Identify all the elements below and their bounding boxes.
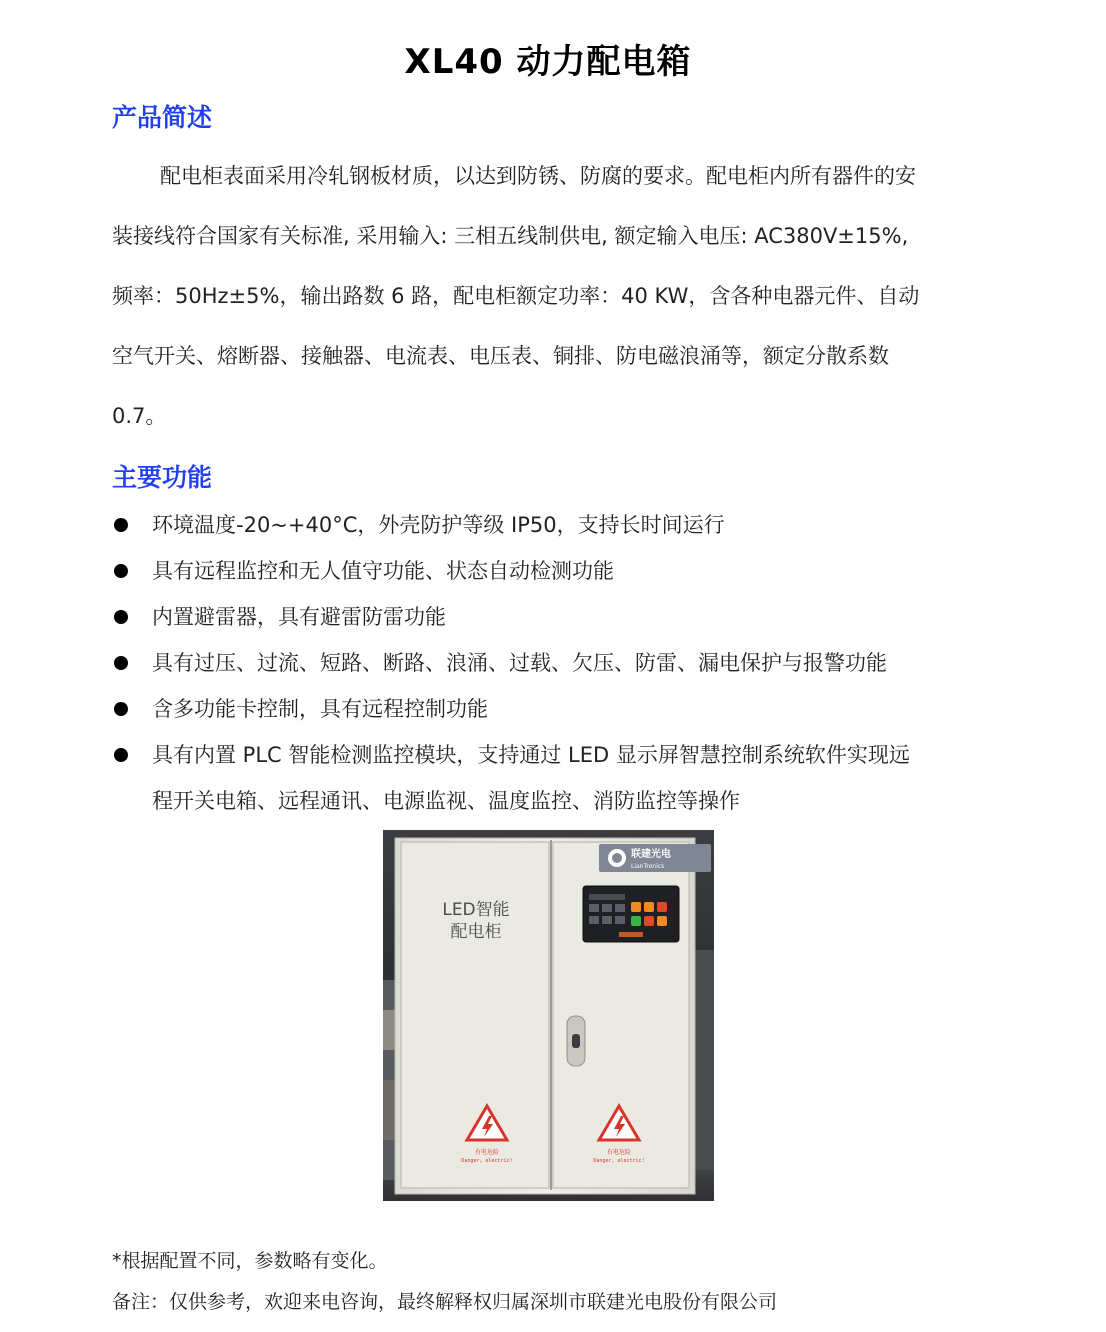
- feature-text: 具有远程监控和无人值守功能、状态自动检测功能: [152, 559, 614, 583]
- warning-text-right: 有电危险: [606, 1149, 632, 1156]
- bullet-icon: [114, 702, 128, 716]
- bullet-icon: [114, 656, 128, 670]
- intro-line: 装接线符合国家有关标准, 采用输入: 三相五线制供电, 额定输入电压: AC380V±15%,: [112, 224, 909, 248]
- footnote-config: *根据配置不同，参数略有变化。: [112, 1250, 388, 1272]
- bullet-icon: [114, 610, 128, 624]
- indicator-light-icon: [644, 902, 654, 912]
- intro-line: 空气开关、熔断器、接触器、电流表、电压表、铜排、防电磁浪涌等，额定分散系数: [112, 344, 889, 368]
- list-item: [112, 548, 992, 594]
- overview-paragraph: [112, 146, 986, 446]
- cabinet-label-line1: LED智能: [442, 900, 510, 920]
- brand-sub-text: LianTronics: [631, 863, 665, 870]
- list-item: [112, 502, 992, 548]
- list-item: [112, 686, 992, 732]
- indicator-light-icon: [657, 916, 667, 926]
- product-photo: [383, 830, 714, 1201]
- warning-sub-right: Danger, electric!: [593, 1158, 645, 1164]
- indicator-light-icon: [631, 902, 641, 912]
- brand-name-text: 联建光电: [631, 849, 671, 860]
- feature-text-continuation: 程开关电箱、远程通讯、电源监视、温度监控、消防监控等操作: [152, 789, 740, 813]
- indicator-light-icon: [644, 916, 654, 926]
- overview-heading: 产品简述: [112, 103, 213, 132]
- feature-text: 含多功能卡控制，具有远程控制功能: [152, 697, 488, 721]
- feature-text: 内置避雷器，具有避雷防雷功能: [152, 605, 446, 629]
- intro-line: 配电柜表面采用冷轧钢板材质，以达到防锈、防腐的要求。配电柜内所有器件的安: [160, 164, 916, 188]
- list-item: [112, 640, 992, 686]
- warning-sub-left: Danger, electric!: [461, 1158, 513, 1164]
- bullet-icon: [114, 564, 128, 578]
- feature-text: 具有内置 PLC 智能检测监控模块，支持通过 LED 显示屏智慧控制系统软件实现远: [152, 743, 910, 767]
- feature-text: 具有过压、过流、短路、断路、浪涌、过载、欠压、防雷、漏电保护与报警功能: [152, 651, 887, 675]
- indicator-light-icon: [631, 916, 641, 926]
- bullet-icon: [114, 518, 128, 532]
- cabinet-illustration: [383, 830, 714, 1201]
- footnote-disclaimer: 备注：仅供参考，欢迎来电咨询，最终解释权归属深圳市联建光电股份有限公司: [112, 1291, 778, 1313]
- features-heading: 主要功能: [112, 463, 213, 492]
- list-item: [112, 594, 992, 640]
- warning-text-left: 有电危险: [474, 1149, 500, 1156]
- bullet-icon: [114, 748, 128, 762]
- intro-line: 0.7。: [112, 404, 167, 428]
- list-item: [112, 732, 992, 824]
- feature-text: 环境温度-20~+40°C，外壳防护等级 IP50，支持长时间运行: [152, 513, 725, 537]
- intro-line: 频率：50Hz±5%，输出路数 6 路，配电柜额定功率：40 KW，含各种电器元件、自动: [112, 284, 920, 308]
- indicator-light-icon: [657, 902, 667, 912]
- page-title: XL40 动力配电箱: [404, 42, 692, 82]
- cabinet-label-line2: 配电柜: [450, 922, 502, 942]
- features-list: [112, 502, 992, 824]
